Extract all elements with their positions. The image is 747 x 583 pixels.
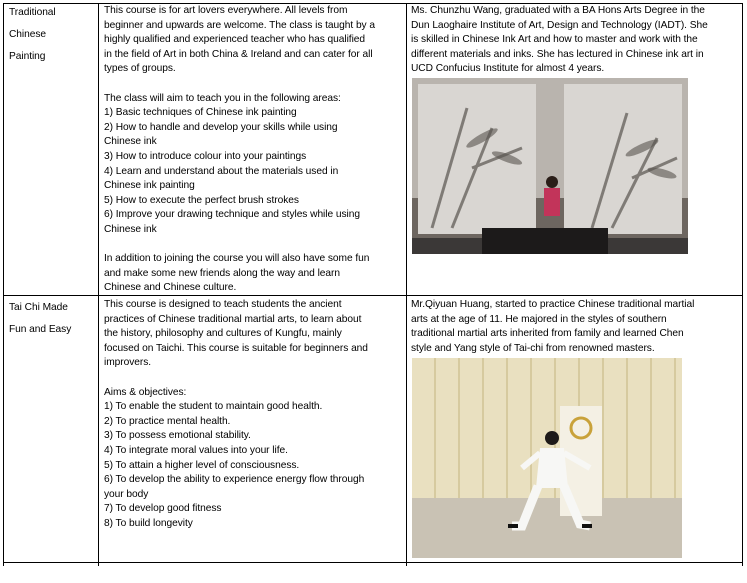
table-border-right [742, 3, 743, 566]
taichi-figure-image [412, 358, 682, 558]
taichi-photo [412, 358, 682, 558]
teacher-bio-taichi: Mr.Qiyuan Huang, started to practice Chinese traditional martial arts at the age of 11. He majored in the styles of southern traditional martial arts inherited from family and learned Chen style and Yang style of Tai-chi from renowned masters. [411, 299, 695, 354]
table-border-col1 [98, 3, 99, 566]
painting-class-photo [412, 78, 688, 254]
course-description-taichi: This course is designed to teach students the ancient practices of Chinese traditional martial arts, to learn about the history, philosophy and cultures of Kungfu, mainly focused on Taichi. This course is suitable for beginners and improvers. Aims & objectives: 1) To enable the student to maintain good health. 2) To practice mental health. 3) To possess emotional stability. 4) To integrate moral values into your life. 5) To attain a higher level of consciousness. 6) To develop the ability to experience energy flow through your body 7) To develop good fitness 8) To build longevity [104, 299, 368, 529]
table-row-divider-bottom [3, 562, 743, 563]
course-name-painting: Traditional Chinese Painting [9, 7, 56, 62]
course-description-painting: This course is for art lovers everywhere. All levels from beginner and upwards are welcome. The class is taught by a highly qualified and experienced teacher who has qualified in the field of Art in both China & Ireland and can cater for all types of groups. The class will aim to teach you in the following areas: 1) Basic techniques of Chinese ink painting 2) How to handle and develop your skills while using Chinese ink 3) How to introduce colour into your paintings 4) Learn and understand about the materials used in Chinese ink painting 5) How to execute the perfect brush strokes 6) Improve your drawing technique and styles while using Chinese ink In addition to joining the course you will also have some fun and make some new friends along the way and learn Chinese and Chinese culture. [104, 5, 375, 294]
table-border-col2 [406, 3, 407, 566]
teacher-bio-painting: Ms. Chunzhu Wang, graduated with a BA Hons Arts Degree in the Dun Laoghaire Institute of Art, Design and Technology (IADT). She is skilled in Chinese Ink Art and how to master and work with the different materials and inks. She has lectured in Chinese ink art in UCD Confucius Institute for almost 4 years. [411, 5, 708, 75]
course-name-taichi: Tai Chi Made Fun and Easy [9, 302, 72, 335]
table-border-left [3, 3, 4, 566]
